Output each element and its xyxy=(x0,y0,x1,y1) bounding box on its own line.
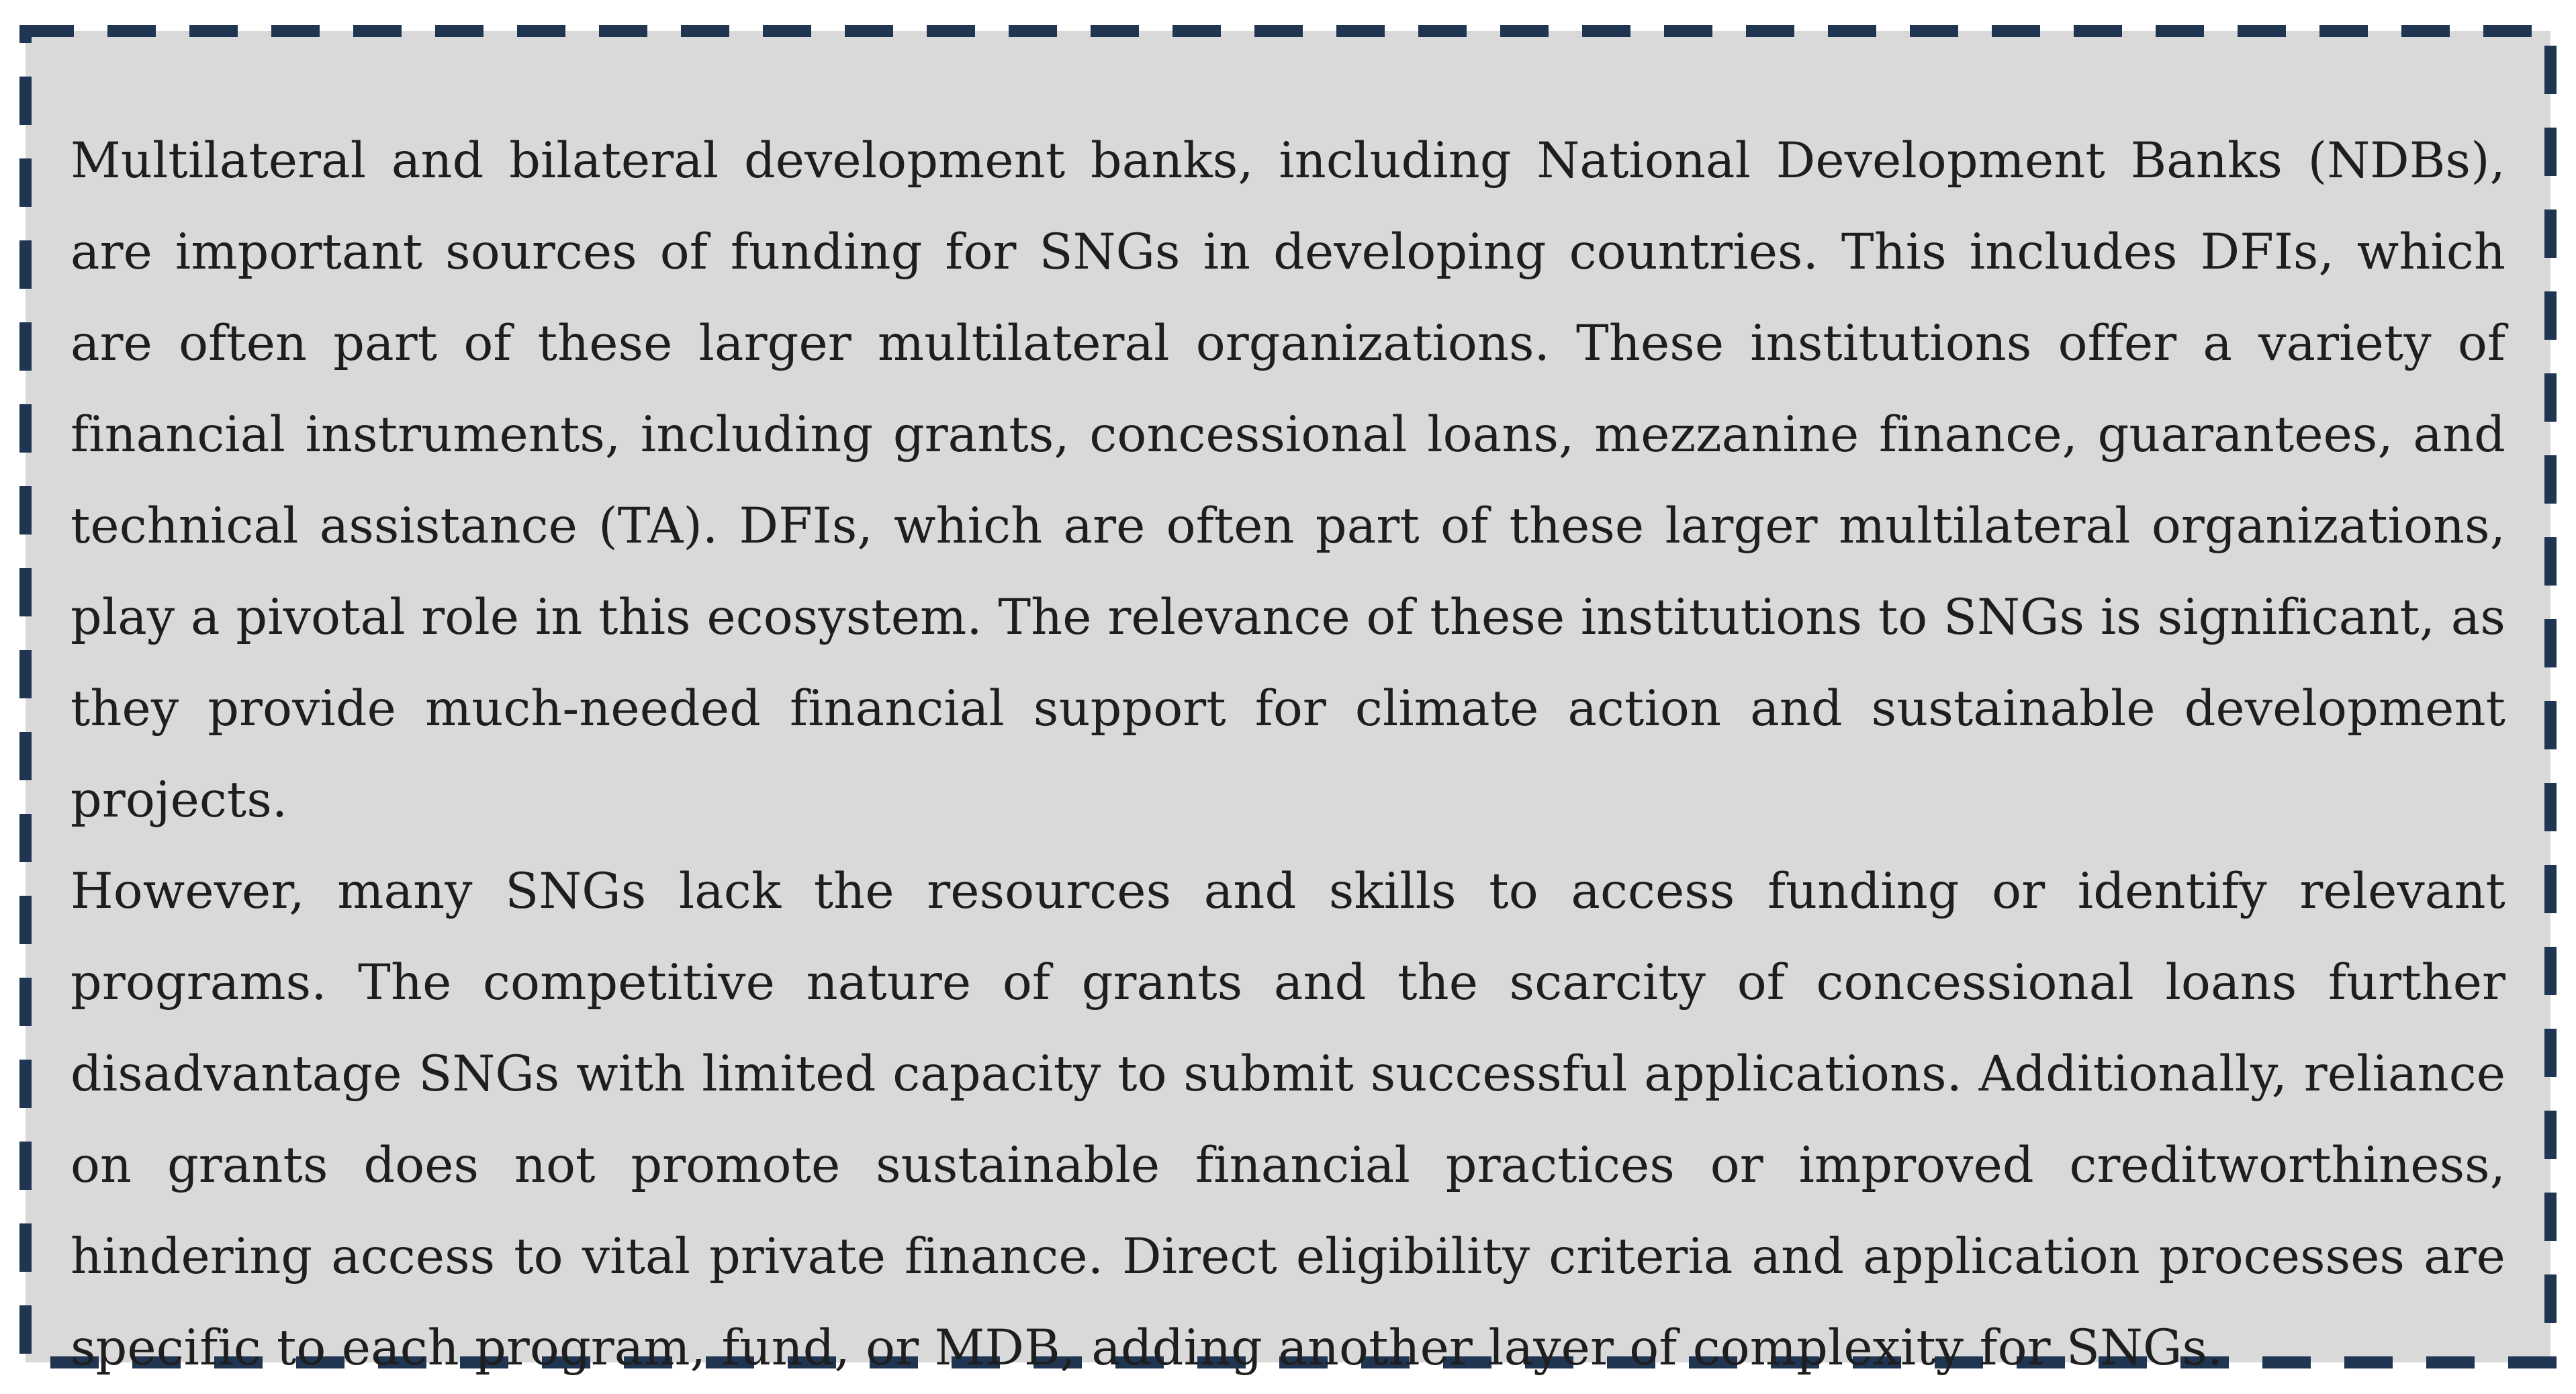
paragraph-1: Multilateral and bilateral development banks, including National Development Banks (NDBs), are important sources of funding for SNGs in developing countries. This includes DFIs, which are often part of these larger multilateral organizations. These institutions offer a variety of financial instruments, including grants, concessional loans, mezzanine finance, guarantees, and technical assistance (TA). DFIs, which are often part of these larger multilateral organizations, play a pivotal role in this ecosystem. The relevance of these institutions to SNGs is significant, as they provide much-needed financial support for climate action and sustainable development projects. xyxy=(71,132,2505,829)
paragraph-2: However, many SNGs lack the resources and skills to access funding or identify relevant programs. The competitive nature of grants and the scarcity of concessional loans further disadvantage SNGs with limited capacity to submit successful applications. Additionally, reliance on grants does not promote sustainable financial practices or improved creditworthiness, hindering access to vital private finance. Direct eligibility criteria and application processes are specific to each program, fund, or MDB, adding another layer of complexity for SNGs. xyxy=(71,863,2505,1377)
box-body xyxy=(71,115,2505,1394)
